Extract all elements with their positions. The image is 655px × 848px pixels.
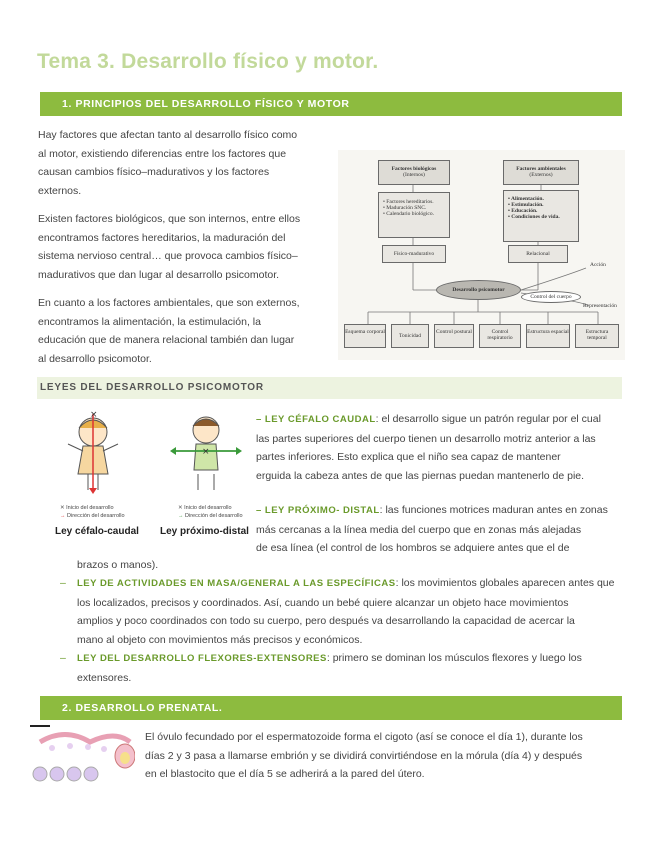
section-heading-principles: 1. PRINCIPIOS DEL DESARROLLO FÍSICO Y MOTOR (40, 92, 622, 116)
estructura-espacial-box: Estructura espacial (526, 324, 570, 348)
prenatal-illustration (30, 722, 135, 790)
section-heading-prenatal: 2. DESARROLLO PRENATAL. (40, 696, 622, 720)
paragraph-prenatal: El óvulo fecundado por el espermatozoide forma el cigoto (así se conoce el día 1), durante los días 2 y 3 pasa a llamarse embrión y se dividirá convirtiéndose en la mórula (día 4) y después en el blastocito que el día 5 se adherirá a la pared del útero. (145, 731, 583, 780)
legend-left: ✕ Inicio del desarrollo → Dirección del desarrollo (60, 505, 125, 519)
representacion-label: Representación (583, 303, 617, 309)
law3-dash: – (60, 577, 66, 589)
estructura-temporal-box: Estructura temporal (575, 324, 619, 348)
relacional-box: Relacional (508, 245, 568, 263)
esquema-corporal-box: Esquema corporal (344, 324, 386, 348)
biological-items-box: • Factores hereditarios. • Maduración SNC. • Calendario biológico. (378, 192, 450, 238)
law-proximo-distal: – LEY PRÓXIMO- DISTAL: las funciones motrices maduran antes en zonas más cercanas a la línea media del cuerpo que en zonas más alejadas de esa línea (el control de los hombros se adquiere antes que el de (256, 504, 608, 554)
tonicidad-box: Tonicidad (391, 324, 429, 348)
law-proximo-distal-end: brazos o manos). (77, 559, 159, 571)
law4-dash: – (60, 652, 66, 664)
paragraph-factors: Hay factores que afectan tanto al desarrollo físico como al motor, existiendo diferencias entre los factores que causan cambios físico–madurativos y los factores externos. (38, 129, 298, 197)
control-respiratorio-box: Control respiratorio (479, 324, 521, 348)
desarrollo-psicomotor-ellipse: Desarrollo psicomotor (436, 280, 521, 300)
factors-diagram (338, 150, 625, 360)
page-title: Tema 3. Desarrollo físico y motor. (37, 50, 379, 73)
accion-label: Acción (590, 262, 606, 268)
biological-factors-box: Factores biológicos (Internos) (378, 160, 450, 185)
laws-illustration (38, 404, 258, 544)
law-actividades-masa: LEY DE ACTIVIDADES EN MASA/GENERAL A LAS ESPECÍFICAS: los movimientos globales aparecen antes que los localizados, precisos y coordinados. Así, cuando un bebé quiere alcanzar un objeto hace movimientos amplios y poco coordinados con todo su cuerpo, pero después va desarrollando la capacidad de acercar la mano al objeto con movimientos más precisos y económicos. (77, 577, 615, 646)
control-postural-box: Control postural (434, 324, 474, 348)
control-cuerpo-label: Control del cuerpo (521, 291, 581, 303)
fisico-madurativo-box: Físico-madurativo (382, 245, 446, 263)
legend-right: ✕ Inicio del desarrollo → Dirección del desarrollo (178, 505, 243, 519)
law-cefalo-caudal: – LEY CÉFALO CAUDAL: el desarrollo sigue un patrón regular por el cual las partes superiores del cuerpo tienen un desarrollo motriz anterior a las partes inferiores. Esto explica que el niño sea capaz de mantener erguida la cabeza antes de que las piernas puedan mantenerlo de pie. (256, 413, 601, 482)
paragraph-biological: Existen factores biológicos, que son internos, entre ellos encontramos factores hereditarios, la maduración del sistema nervioso central… que provoca cambios físico– madurativos que dan lugar al desarrollo psicomotor. (38, 213, 301, 281)
children-drawing (38, 404, 258, 544)
section-heading-laws: LEYES DEL DESARROLLO PSICOMOTOR (37, 377, 622, 399)
law-flexores-extensores: LEY DEL DESARROLLO FLEXORES-EXTENSORES: primero se dominan los músculos flexores y luego los extensores. (77, 652, 582, 684)
uterus-drawing (30, 722, 135, 790)
svg-text:×: × (90, 410, 98, 420)
environmental-items-box: • Alimentación. • Estimulación. • Educación. • Condiciones de vida. (503, 190, 579, 242)
paragraph-environmental: En cuanto a los factores ambientales, que son externos, encontramos la alimentación, la estimulación, la educación que de manera relacional también dan lugar al desarrollo psicomotor. (38, 297, 300, 365)
environmental-factors-box: Factores ambientales (Externos) (503, 160, 579, 185)
caption-proximo-distal: Ley próximo-distal (160, 526, 249, 537)
svg-text:×: × (202, 447, 210, 457)
caption-cefalo-caudal: Ley céfalo-caudal (55, 526, 139, 537)
